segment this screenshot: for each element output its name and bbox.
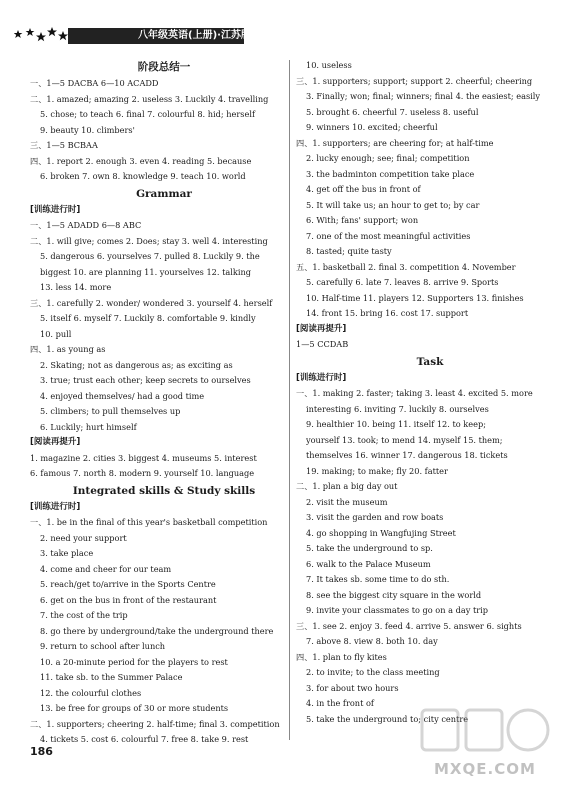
subsection-label: [阅读再提升] xyxy=(296,323,347,334)
answer-line: themselves 16. winner 17. dangerous 18. tickets xyxy=(306,450,508,460)
answer-line: 5. climbers; to pull themselves up xyxy=(40,406,181,416)
answer-line: interesting 6. inviting 7. luckily 8. ourselves xyxy=(306,403,489,414)
answer-line: 3. true; trust each other; keep secrets to ourselves xyxy=(40,375,251,385)
section-title: 阶段总结一 xyxy=(137,61,191,73)
answer-line: 8. tasted; quite tasty xyxy=(306,246,392,256)
answer-line: 6. Luckily; hurt himself xyxy=(40,421,137,432)
answer-line: 一、1. making 2. faster; taking 3. least 4. excited 5. more xyxy=(296,388,533,398)
answer-line: 6. famous 7. north 8. modern 9. yourself 10. language xyxy=(30,468,255,478)
answer-line: 4. come and cheer for our team xyxy=(40,563,172,574)
answer-line: 6. broken 7. own 8. knowledge 9. teach 10. world xyxy=(40,171,246,181)
answer-line: 6. get on the bus in front of the restaurant xyxy=(40,594,217,605)
answer-line: 3. Finally; won; final; winners; final 4. the easiest; easily xyxy=(306,91,541,101)
answer-line: 1. magazine 2. cities 3. biggest 4. museums 5. interest xyxy=(30,452,257,463)
answer-line: 一、1—5 ADADD 6—8 ABC xyxy=(30,220,142,230)
answer-line: 11. take sb. to the Summer Palace xyxy=(40,672,183,682)
section-title: Task xyxy=(416,355,444,368)
answer-line: 1—5 CCDAB xyxy=(296,339,349,349)
answer-line: 4. tickets 5. cost 6. colourful 7. free 8. take 9. rest xyxy=(40,734,249,744)
answer-line: 四、1. supporters; are cheering for; at half-time xyxy=(296,137,494,148)
answer-line: 5. itself 6. myself 7. Luckily 8. comfortable 9. kindly xyxy=(40,313,256,323)
answer-line: 12. the colourful clothes xyxy=(40,687,142,698)
answer-line: biggest 10. are planning 11. yourselves 12. talking xyxy=(40,266,251,277)
answer-line: 5. reach/get to/arrive in the Sports Centre xyxy=(40,579,216,589)
answer-line: 8. go there by underground/take the underground there xyxy=(40,625,274,636)
answer-line: 2. lucky enough; see; final; competition xyxy=(306,153,470,163)
answer-line: 5. It will take us; an hour to get to; by car xyxy=(306,199,480,210)
answer-line: 2. to invite; to the class meeting xyxy=(306,667,440,677)
answer-line: 二、1. amazed; amazing 2. useless 3. Luckily 4. travelling xyxy=(30,93,269,104)
answer-line: 5. dangerous 6. yourselves 7. pulled 8. Luckily 9. the xyxy=(40,251,260,261)
subsection-label: [阅读再提升] xyxy=(30,437,81,447)
answer-line: 2. visit the museum xyxy=(306,496,388,507)
answer-line: 7. one of the most meaningful activities xyxy=(306,230,471,241)
answer-line: 2. need your support xyxy=(40,532,127,543)
answer-line: 三、1. supporters; support; support 2. cheerful; cheering xyxy=(296,75,533,86)
answer-line: 3. take place xyxy=(40,548,94,558)
answer-line: 10. useless xyxy=(306,60,352,70)
subsection-label: [训练进行时] xyxy=(30,501,81,512)
section-title: Grammar xyxy=(136,187,192,200)
answer-line: 五、1. basketball 2. final 3. competition 4. November xyxy=(296,261,516,272)
answer-line: 4. in the front of xyxy=(306,698,374,708)
answer-line: 6. With; fans' support; won xyxy=(306,215,419,225)
page-number: 186 xyxy=(30,745,53,758)
answer-line: 5. chose; to teach 6. final 7. colourful 8. hid; herself xyxy=(40,109,255,119)
answer-line: 三、1—5 BCBAA xyxy=(30,140,98,150)
answer-line: 5. carefully 6. late 7. leaves 8. arrive 9. Sports xyxy=(306,277,499,287)
column-divider xyxy=(289,60,290,740)
answer-line: yourself 13. took; to mend 14. myself 15. them; xyxy=(306,434,503,445)
answer-line: 四、1. report 2. enough 3. even 4. reading 5. because xyxy=(30,155,252,166)
answer-line: 7. above 8. view 8. both 10. day xyxy=(306,636,438,646)
answer-line: 7. the cost of the trip xyxy=(40,610,128,620)
answer-line: 19. making; to make; fly 20. fatter xyxy=(306,465,448,476)
answer-line: 4. go shopping in Wangfujing Street xyxy=(306,527,456,538)
book-title: 八年级英语(上册)·江苏版 xyxy=(138,30,251,41)
answer-line: 5. take the underground to sp. xyxy=(306,543,433,553)
answer-line: 3. the badminton competition take place xyxy=(306,168,475,179)
answer-line: 6. walk to the Palace Museum xyxy=(306,558,431,569)
answer-line: 9. invite your classmates to go on a day trip xyxy=(306,605,489,615)
answer-line: 5. take the underground to; city centre xyxy=(306,713,469,724)
answer-line: 5. brought 6. cheerful 7. useless 8. useful xyxy=(306,106,479,117)
answer-line: 10. Half-time 11. players 12. Supporters 13. finishes xyxy=(306,292,524,303)
answer-line: 8. see the biggest city square in the world xyxy=(306,589,482,600)
answer-line: 二、1. will give; comes 2. Does; stay 3. well 4. interesting xyxy=(30,235,268,246)
answer-line: 一、1. be in the final of this year's basketball competition xyxy=(30,517,268,527)
left-column xyxy=(30,58,298,748)
section-title: Integrated skills & Study skills xyxy=(72,484,256,497)
answer-line: 14. front 15. bring 16. cost 17. support xyxy=(306,308,469,318)
answer-line: 三、1. carefully 2. wonder/ wondered 3. yourself 4. herself xyxy=(30,297,273,308)
answer-line: 9. beauty 10. climbers' xyxy=(40,124,135,135)
answer-line: 9. healthier 10. being 11. itself 12. to keep; xyxy=(306,419,486,429)
subsection-label: [训练进行时] xyxy=(30,204,81,215)
answer-line: 13. less 14. more xyxy=(40,282,112,292)
answer-line: 7. It takes sb. some time to do sth. xyxy=(306,574,450,584)
answer-line: 13. be free for groups of 30 or more students xyxy=(40,703,229,713)
answer-line: 9. return to school after lunch xyxy=(40,641,166,651)
answer-line: 4. get off the bus in front of xyxy=(306,184,421,194)
answer-line: 四、1. as young as xyxy=(30,344,106,354)
subsection-label: [训练进行时] xyxy=(296,372,347,383)
answer-line: 二、1. supporters; cheering 2. half-time; final 3. competition xyxy=(30,718,280,729)
answer-line: 9. winners 10. excited; cheerful xyxy=(306,122,438,132)
answer-line: 四、1. plan to fly kites xyxy=(296,651,387,662)
answer-line: 10. a 20-minute period for the players to rest xyxy=(40,656,228,667)
answer-line: 一、1—5 DACBA 6—10 ACADD xyxy=(30,78,159,88)
watermark-text: MXQE.COM xyxy=(434,760,536,778)
answer-line: 4. enjoyed themselves/ had a good time xyxy=(40,390,205,401)
answer-line: 3. for about two hours xyxy=(306,682,399,693)
answer-line: 三、1. see 2. enjoy 3. feed 4. arrive 5. answer 6. sights xyxy=(296,620,522,631)
answer-line: 二、1. plan a big day out xyxy=(296,481,398,491)
answer-line: 2. Skating; not as dangerous as; as exciting as xyxy=(40,359,233,370)
right-column xyxy=(296,58,563,727)
page-header xyxy=(14,24,251,46)
answer-line: 10. pull xyxy=(40,328,72,339)
answer-line: 3. visit the garden and row boats xyxy=(306,512,444,522)
